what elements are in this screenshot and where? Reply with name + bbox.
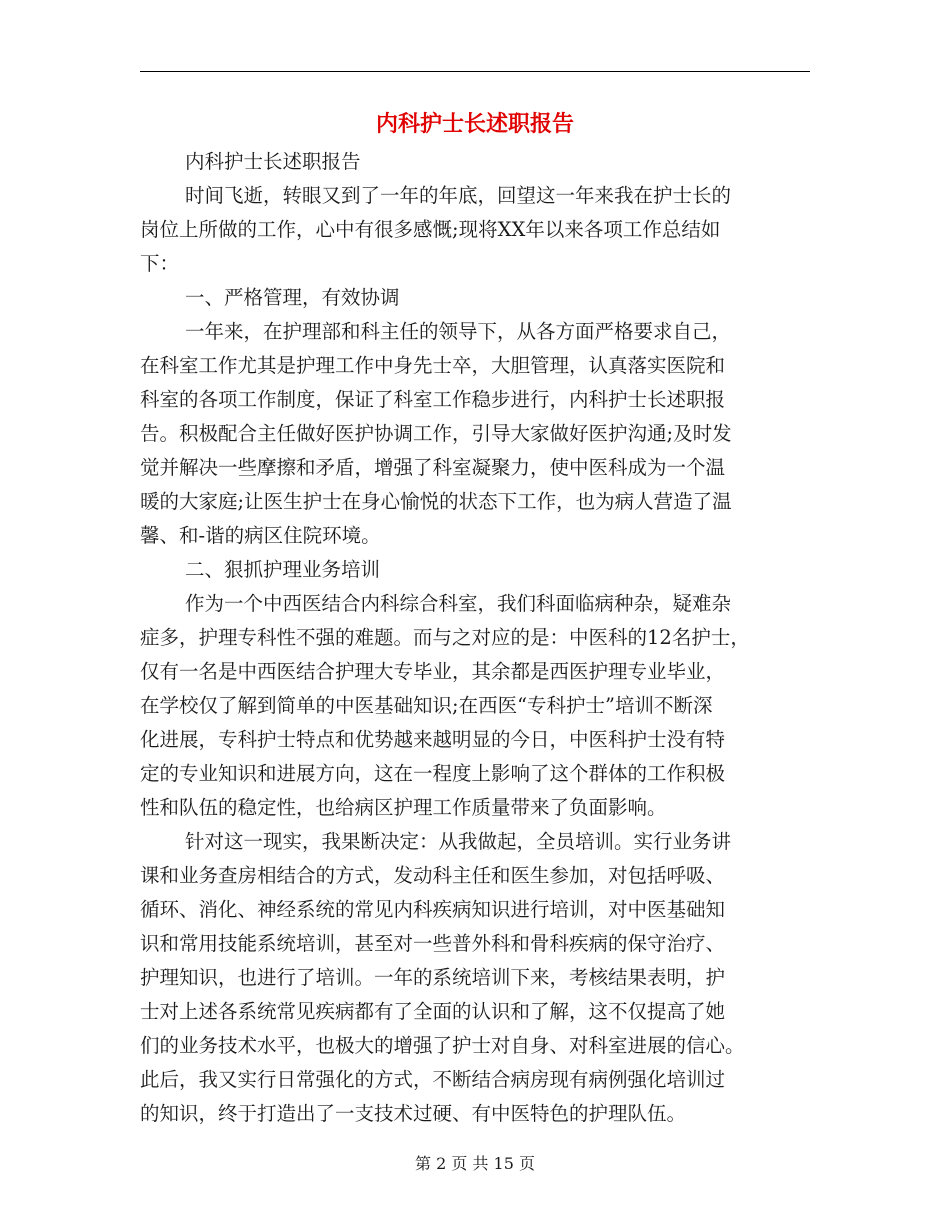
text-line: 下：: [140, 252, 180, 275]
text-line: 性和队伍的稳定性，也给病区护理工作质量带来了负面影响。: [140, 796, 667, 819]
text-line: 此后，我又实行日常强化的方式，不断结合病房现有病例强化培训过: [140, 1068, 726, 1091]
text-line: 士对上述各系统常见疾病都有了全面的认识和了解，这不仅提高了她: [140, 1000, 726, 1023]
text-line: 科室的各项工作制度，保证了科室工作稳步进行，内科护士长述职报: [140, 388, 726, 411]
header-rule: [140, 71, 810, 72]
text-line: 循环、消化、神经系统的常见内科疾病知识进行培训，对中医基础知: [140, 898, 726, 921]
text-line: 觉并解决一些摩擦和矛盾，增强了科室凝聚力，使中医科成为一个温: [140, 456, 726, 479]
text-line: 一、严格管理，有效协调: [185, 286, 400, 309]
text-line: 针对这一现实，我果断决定：从我做起，全员培训。实行业务讲: [185, 830, 732, 853]
text-line: 岗位上所做的工作，心中有很多感慨;现将XX年以来各项工作总结如: [140, 218, 721, 241]
text-line: 仅有一名是中西医结合护理大专毕业，其余都是西医护理专业毕业，: [140, 660, 726, 683]
page-footer: 第 2 页 共 15 页: [415, 1154, 535, 1173]
text-line: 课和业务查房相结合的方式，发动科主任和医生参加，对包括呼吸、: [140, 864, 726, 887]
text-line: 一年来，在护理部和科主任的领导下，从各方面严格要求自己，: [185, 320, 732, 343]
text-line: 告。积极配合主任做好医护协调工作，引导大家做好医护沟通;及时发: [140, 422, 732, 445]
text-line: 馨、和-谐的病区住院环境。: [140, 524, 381, 547]
text-line: 的知识，终于打造出了一支技术过硬、有中医特色的护理队伍。: [140, 1102, 687, 1125]
text-line: 识和常用技能系统培训，甚至对一些普外科和骨科疾病的保守治疗、: [140, 932, 726, 955]
text-line: 护理知识，也进行了培训。一年的系统培训下来，考核结果表明，护: [140, 966, 726, 989]
text-line: 作为一个中西医结合内科综合科室，我们科面临病种杂，疑难杂: [185, 592, 732, 615]
text-line: 化进展，专科护士特点和优势越来越明显的今日，中医科护士没有特: [140, 728, 726, 751]
text-line: 暖的大家庭;让医生护士在身心愉悦的状态下工作，也为病人营造了温: [140, 490, 732, 513]
text-line: 症多，护理专科性不强的难题。而与之对应的是：中医科的12名护士，: [140, 626, 750, 649]
text-line: 在学校仅了解到简单的中医基础知识;在西医“专科护士”培训不断深: [140, 694, 713, 717]
text-line: 时间飞逝，转眼又到了一年的年底，回望这一年来我在护士长的: [185, 184, 732, 207]
text-line: 定的专业知识和进展方向，这在一程度上影响了这个群体的工作积极: [140, 762, 726, 785]
text-line: 内科护士长述职报告: [185, 150, 361, 173]
text-line: 在科室工作尤其是护理工作中身先士卒，大胆管理，认真落实医院和: [140, 354, 726, 377]
text-line: 们的业务技术水平，也极大的增强了护士对自身、对科室进展的信心。: [140, 1034, 745, 1057]
document-title: 内科护士长述职报告: [375, 112, 574, 137]
text-line: 二、狠抓护理业务培训: [185, 558, 381, 581]
document-body: [140, 145, 810, 1131]
